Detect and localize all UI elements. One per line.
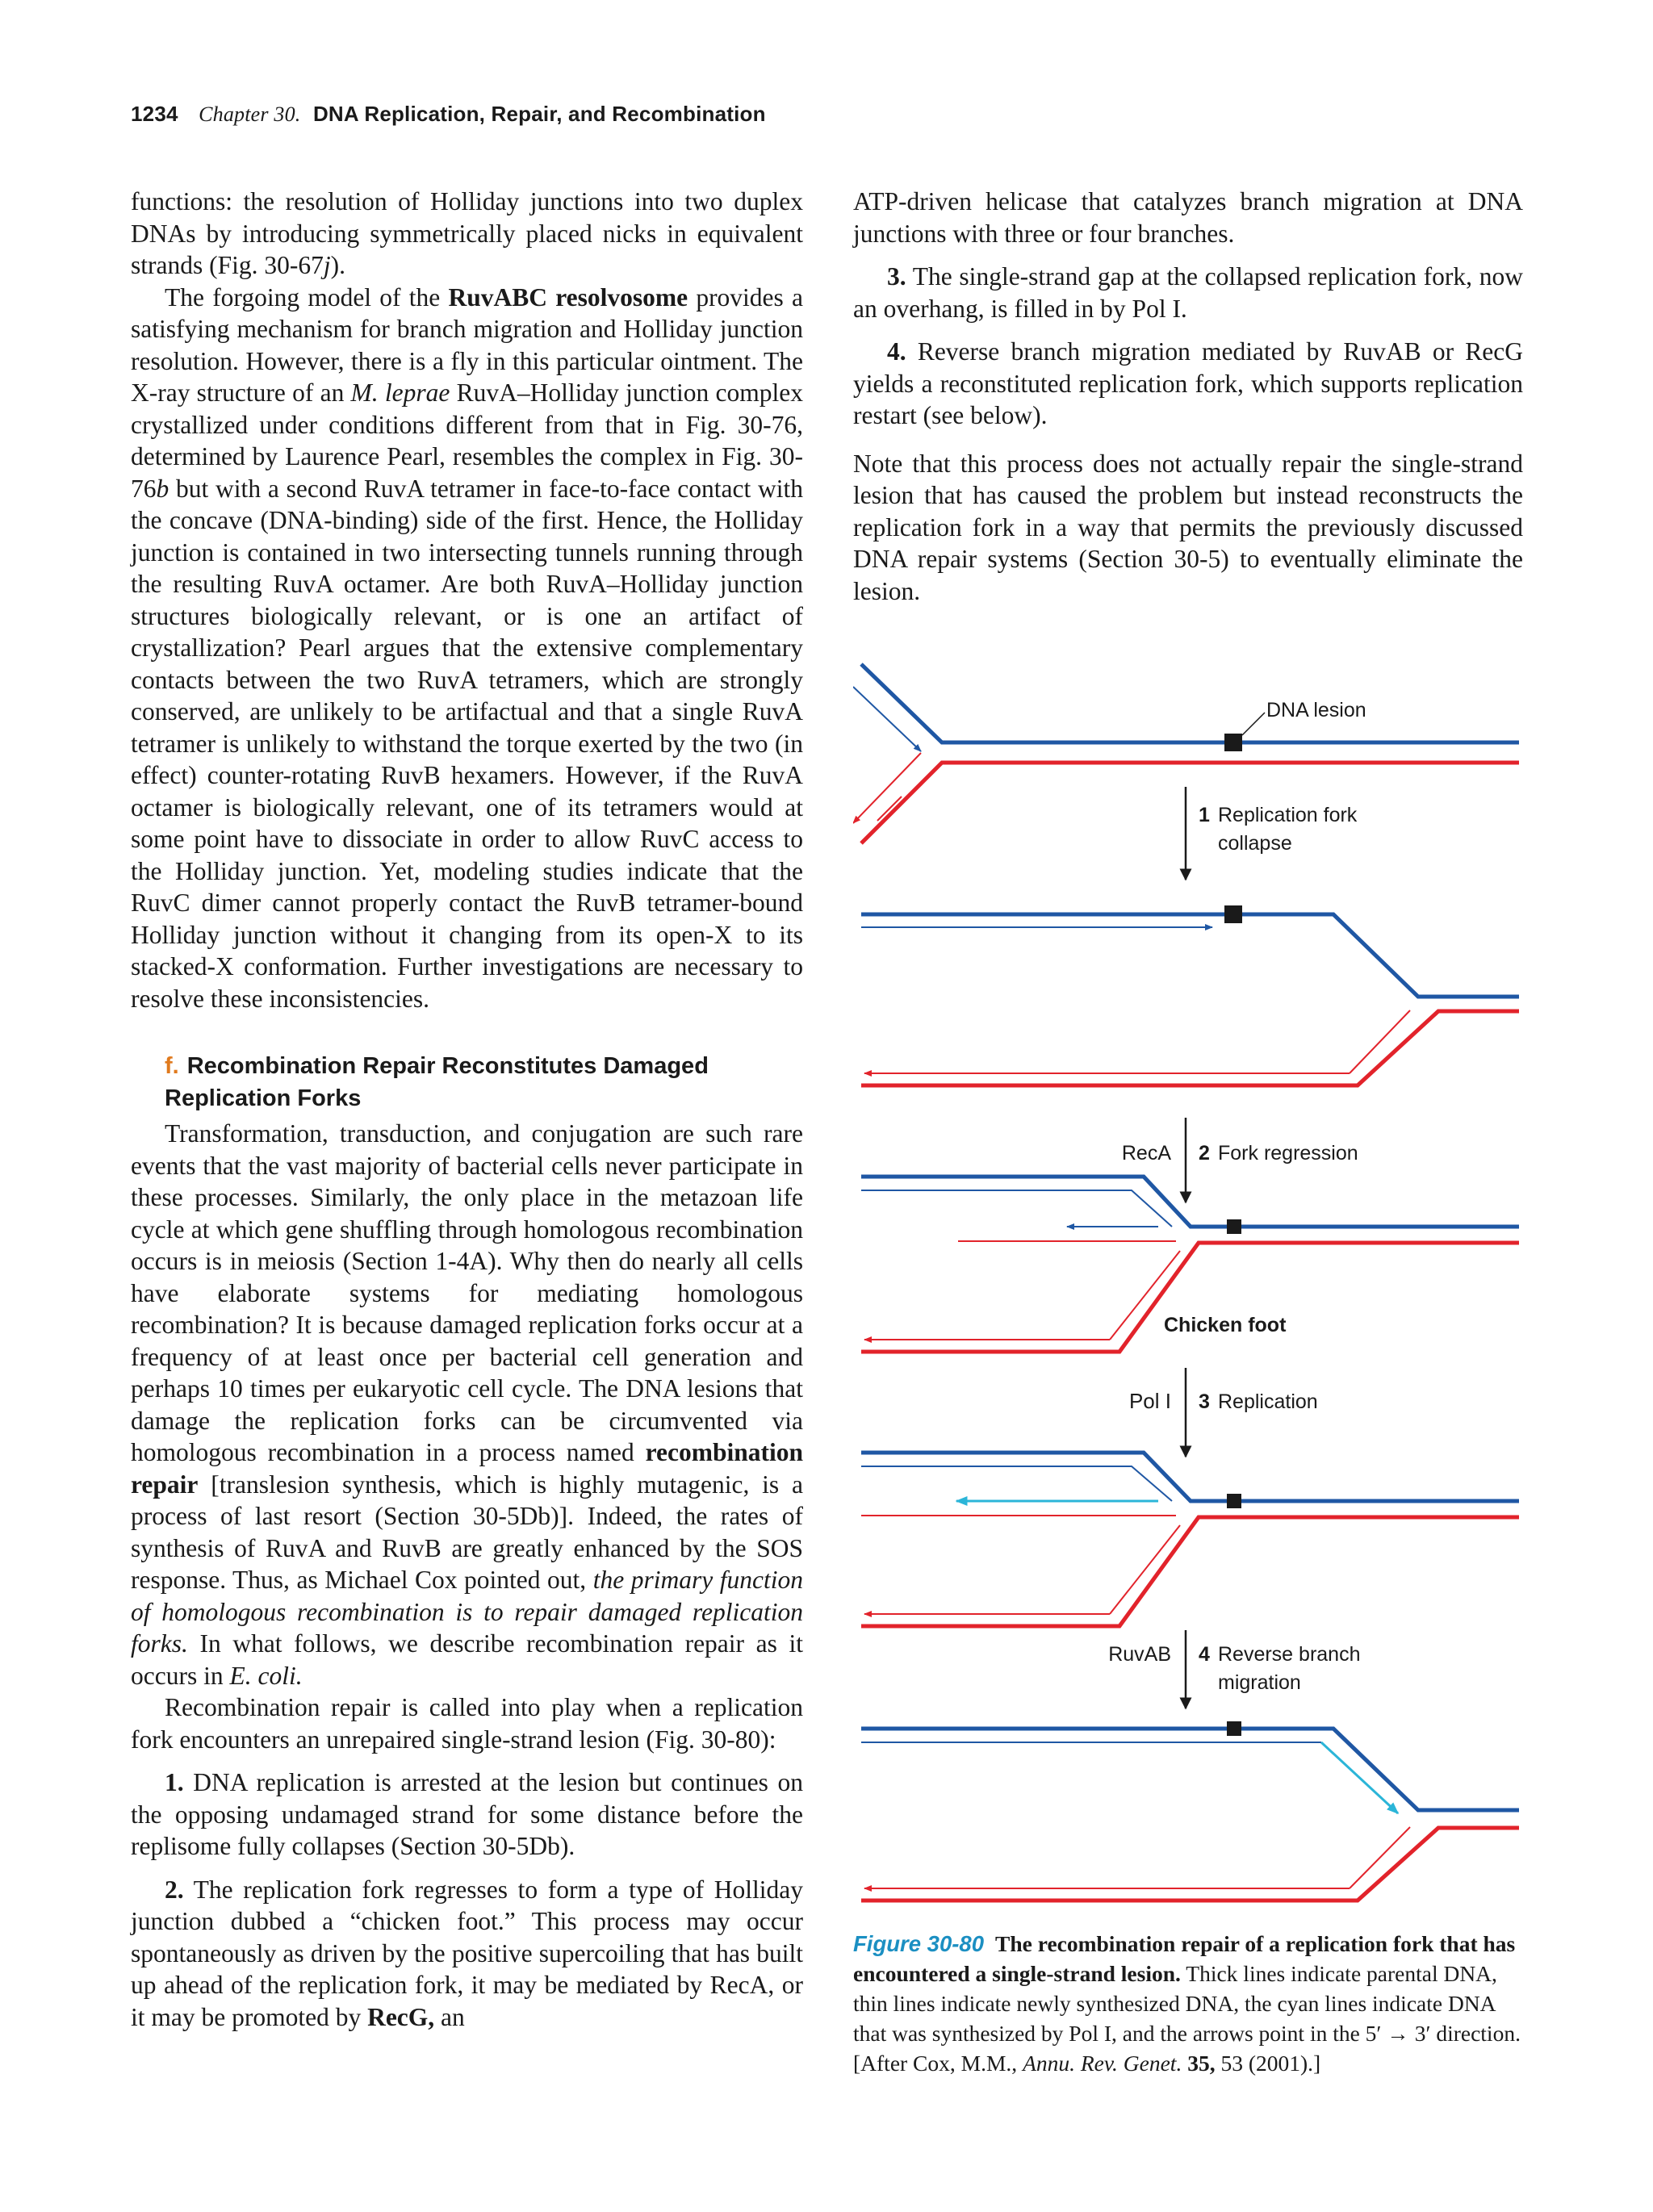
stage-collapsed-fork xyxy=(861,905,1519,1085)
parental-strand-bottom xyxy=(861,1279,1191,1352)
step-label: Fork regression xyxy=(1218,1142,1358,1165)
figure-caption: Figure 30-80 The recombination repair of a replication fork that has encountered a single-strand lesion. Thick lines indicate parental DNA, thin lines indicate newly synthesized DNA, the cyan lines indicate DNA that was synthesized by Pol I, and the arrows point in the 5′ → 3′ direction. [After Cox, M.M., Annu. Rev. Genet. 35, 53 (2001).] xyxy=(853,1931,1521,2076)
step-number: 1 xyxy=(1199,804,1210,826)
new-strand-bottom xyxy=(1110,1525,1180,1614)
step-enzyme: RuvAB xyxy=(1108,1643,1171,1666)
list-item: 2. The replication fork regresses to form a type of Holliday junction dubbed a “chicken foot.” This process may occur spontaneously as driven by the positive supercoiling that has built up ahead of the replication fork, it may be mediated by RecA, or it may be promoted by RecG, an xyxy=(131,1875,803,2031)
step-label: Reverse branch xyxy=(1218,1643,1361,1666)
figure-label: Figure 30-80 xyxy=(853,1931,985,1956)
list-item: 1. DNA replication is arrested at the lesion but continues on the opposing undamaged strand for some distance before the replisome fully collapses (Section 30-5Db). xyxy=(131,1768,803,1860)
stage-pol-i-fill xyxy=(861,1453,1519,1626)
step-label: migration xyxy=(1218,1671,1301,1694)
parental-strand-bottom xyxy=(861,1517,1519,1626)
new-strand-top xyxy=(861,1466,1172,1501)
chicken-foot-label: Chicken foot xyxy=(1164,1314,1287,1336)
dna-lesion-marker xyxy=(1227,1494,1241,1508)
paragraph: Recombination repair is called into play when a replication fork encounters an unrepaired single-strand lesion (Fig. 30-80): xyxy=(131,1693,803,1754)
list-item: 4. Reverse branch migration mediated by RuvAB or RecG yields a reconstituted replication fork, which supports replication restart (see below). xyxy=(853,337,1523,429)
paragraph: ATP-driven helicase that catalyzes branch migration at DNA junctions with three or four branches. xyxy=(853,187,1523,248)
parental-strand-top xyxy=(861,1453,1519,1501)
parental-strand-bottom xyxy=(861,1828,1519,1900)
dna-lesion-marker xyxy=(1224,734,1242,751)
recombination-repair-figure xyxy=(853,658,1527,1921)
parental-strand-top xyxy=(861,1729,1519,1810)
step-enzyme: Pol I xyxy=(1128,1389,1171,1413)
parental-strand-bottom xyxy=(861,763,1519,843)
stage-reconstituted-fork xyxy=(861,1721,1519,1900)
dna-lesion-marker xyxy=(1224,905,1242,923)
new-strand-top xyxy=(861,1190,1172,1227)
paragraph: functions: the resolution of Holliday junctions into two duplex DNAs by introducing symmetrically placed nicks in equivalent strands (Fig. 30-67j). xyxy=(131,187,803,279)
page-number: 1234 xyxy=(131,102,178,126)
paragraph: The forgoing model of the RuvABC resolvosome provides a satisfying mechanism for branch migration and Holliday junction resolution. However, there is a fly in this particular ointment. The X-ray structure of an M. leprae RuvA–Holliday junction complex crystallized under conditions different from that in Fig. 30-76, determined by Laurence Pearl, resembles the complex in Fig. 30-76b but with a second RuvA tetramer in face-to-face contact with the concave (DNA-binding) side of the first. Hence, the Holliday junction is contained in two intersecting tunnels running through the resulting RuvA octamer. Are both RuvA–Holliday junction structures biologically relevant, or is one an artifact of crystallization? Pearl argues that the extensive complementary contacts between the two RuvA tetramers, which are strongly conserved, are unlikely to be artifactual and that a single RuvA tetramer is unlikely to withstand the torque exerted by the two (in effect) counter-rotating RuvB hexamers. However, if the RuvA octamer is biologically relevant, one of its tetramers would at some point have to dissociate in order to allow RuvC access to the Holliday junction. Yet, modeling studies indicate that the RuvC dimer cannot properly contact the RuvB tetramer-bound Holliday junction without it changing from its open-X to its stacked-X conformation. Further investigations are necessary to resolve these inconsistencies. xyxy=(131,282,803,1013)
parental-strand-top xyxy=(861,664,1519,742)
new-strand-bottom xyxy=(853,753,921,823)
stage-chicken-foot xyxy=(861,1177,1519,1352)
new-strand-top xyxy=(853,687,921,751)
step-enzyme: RecA xyxy=(1121,1142,1171,1165)
step-1 xyxy=(1186,787,1358,880)
parental-strand-bottom xyxy=(861,1279,1208,1352)
lesion-leader xyxy=(1242,713,1265,735)
step-number: 4 xyxy=(1199,1643,1210,1666)
step-number: 2 xyxy=(1199,1142,1210,1165)
chapter-label: Chapter 30. xyxy=(199,102,301,126)
section-heading: f. Recombination Repair Reconstitutes Damaged Replication Forks xyxy=(165,1053,709,1111)
step-label: Replication fork xyxy=(1218,804,1358,826)
step-number: 3 xyxy=(1199,1390,1210,1413)
paragraph: Transformation, transduction, and conjugation are such rare events that the vast majority of bacterial cells never participate in these processes. Similarly, the only place in the metazoan life cycle at which gene shuffling through homologous recombination occurs is in meiosis (Section 1-4A). Why then do nearly all cells have elaborate systems for mediating homologous recombination? It is because damaged replication forks occur at a frequency of at least once per bacterial cell generation and perhaps 10 times per eukaryotic cell cycle. The DNA lesions that damage the replication forks can be circumvented via homologous recombination in a process named recombination repair [translesion synthesis, which is highly mutagenic, is a process of last resort (Section 30-5Db)]. Indeed, the rates of synthesis of RuvA and RuvB are greatly enhanced by the SOS response. Thus, as Michael Cox pointed out, the primary function of homologous recombination is to repair damaged replication forks. In what follows, we describe recombination repair as it occurs in E. coli. xyxy=(131,1119,804,1690)
dna-lesion-label: DNA lesion xyxy=(1266,699,1366,721)
dna-lesion-marker xyxy=(1227,1721,1241,1736)
parental-strand-top xyxy=(861,1177,1519,1227)
right-column xyxy=(853,186,1523,607)
page-header xyxy=(131,102,766,127)
step-label: collapse xyxy=(1218,832,1292,855)
chapter-title: DNA Replication, Repair, and Recombination xyxy=(312,102,766,126)
parental-strand-bottom xyxy=(861,1279,1192,1352)
parental-strand-bottom xyxy=(861,1011,1519,1085)
paragraph: Note that this process does not actually repair the single-strand lesion that has caused the problem but instead reconstructs the replication fork in a way that permits the previously discussed DNA repair systems (Section 30-5) to eventually eliminate the lesion. xyxy=(853,449,1523,605)
left-column xyxy=(131,186,803,2033)
step-4 xyxy=(1108,1630,1360,1708)
list-item: 3. The single-strand gap at the collapsed replication fork, now an overhang, is filled in by Pol I. xyxy=(853,262,1523,323)
dna-lesion-marker xyxy=(1227,1219,1241,1234)
step-label: Replication xyxy=(1218,1390,1318,1413)
step-3 xyxy=(1129,1368,1318,1457)
